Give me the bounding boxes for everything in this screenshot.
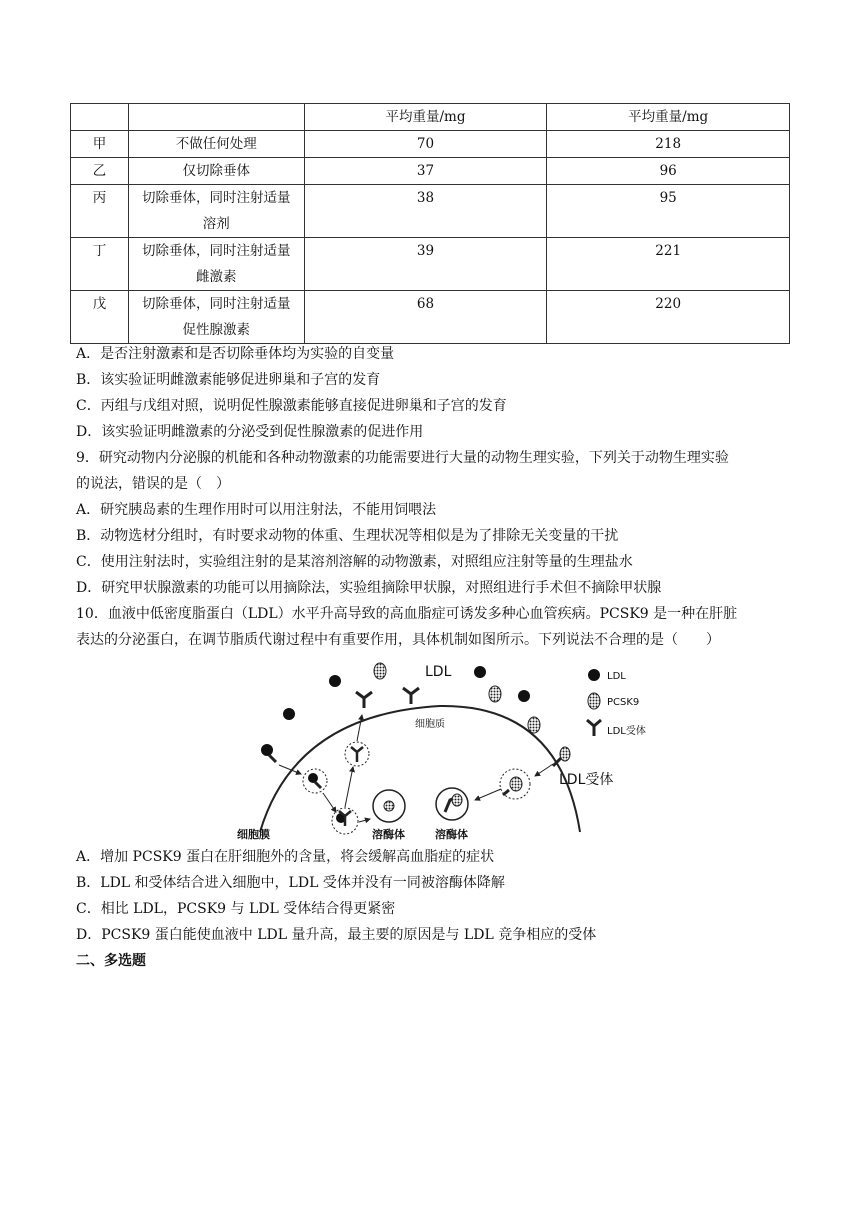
surface-ldl-receptor xyxy=(356,692,372,708)
q10-option-d: D．PCSK9 蛋白能使血液中 LDL 量升高，最主要的原因是与 LDL 竞争相应的受体 xyxy=(76,927,597,943)
treatment-cell xyxy=(128,238,304,291)
legend-receptor-icon xyxy=(587,720,601,736)
table-row xyxy=(71,158,790,185)
group-cell: 丙 xyxy=(71,185,129,238)
q10-option-a: A．增加 PCSK9 蛋白在肝细胞外的含量，将会缓解高血脂症的症状 xyxy=(76,849,495,865)
section-title: 二、多选题 xyxy=(76,953,146,969)
ldl-particle xyxy=(518,690,530,702)
lysosome-label-1: 溶酶体 xyxy=(372,828,405,841)
table-header-cell xyxy=(128,104,304,131)
pcsk9-particle xyxy=(528,717,540,733)
value-cell: 39 xyxy=(304,238,547,291)
treatment-cell: 仅切除垂体 xyxy=(128,158,304,185)
q9-option-c: C．使用注射法时，实验组注射的是某溶剂溶解的动物激素，对照组应注射等量的生理盐水 xyxy=(76,554,633,570)
group-cell: 丁 xyxy=(71,238,129,291)
treatment-line: 溶剂 xyxy=(202,216,230,232)
experiment-table xyxy=(70,103,790,344)
q10-option-c: C．相比 LDL，PCSK9 与 LDL 受体结合得更紧密 xyxy=(76,901,396,917)
treatment-cell xyxy=(128,291,304,344)
value-cell: 95 xyxy=(547,185,790,238)
treatment-line: 雌激素 xyxy=(196,269,237,285)
pcsk9-receptor-vesicle xyxy=(500,769,530,799)
q9-option-b: B．动物选材分组时，有时要求动物的体重、生理状况等相似是为了排除无关变量的干扰 xyxy=(76,528,619,544)
treatment-cell: 不做任何处理 xyxy=(128,131,304,158)
q9-stem-line1: 9．研究动物内分泌腺的机能和各种动物激素的功能需要进行大量的动物生理实验，下列关于动物生理实验 xyxy=(76,450,729,466)
ldl-top-label: LDL xyxy=(425,664,452,680)
legend xyxy=(587,669,646,737)
table-row xyxy=(71,238,790,291)
lysosome-2 xyxy=(436,788,468,820)
table-header-cell: 平均重量/mg xyxy=(304,104,547,131)
legend-pcsk9-icon xyxy=(588,693,600,709)
lysosome-label-2: 溶酶体 xyxy=(435,828,468,841)
ldl-particle xyxy=(329,675,341,687)
value-cell: 38 xyxy=(304,185,547,238)
table-header-row xyxy=(71,104,790,131)
ldl-receptor-label: LDL受体 xyxy=(559,772,614,788)
value-cell: 37 xyxy=(304,158,547,185)
value-cell: 68 xyxy=(304,291,547,344)
ldl-mechanism-diagram xyxy=(235,654,675,846)
legend-receptor-label: LDL受体 xyxy=(607,726,646,737)
treatment-line: 切除垂体，同时注射适量 xyxy=(142,296,291,312)
legend-pcsk9-label: PCSK9 xyxy=(607,697,640,708)
group-cell: 甲 xyxy=(71,131,129,158)
table-header-cell xyxy=(71,104,129,131)
table-header-cell: 平均重量/mg xyxy=(547,104,790,131)
q9-option-d: D．研究甲状腺激素的功能可以用摘除法，实验组摘除甲状腺，对照组进行手术但不摘除甲状腺 xyxy=(76,580,662,596)
table-row xyxy=(71,291,790,344)
value-cell: 218 xyxy=(547,131,790,158)
ldl-particle xyxy=(283,708,295,720)
legend-ldl-label: LDL xyxy=(607,671,626,682)
endosome-vesicle xyxy=(303,769,327,793)
recycling-vesicle xyxy=(345,742,369,766)
treatment-line: 促性腺激素 xyxy=(182,322,251,338)
cytoplasm-label: 细胞质 xyxy=(415,719,445,730)
pcsk9-particle xyxy=(374,663,386,679)
pcsk9-bound-receptor xyxy=(553,747,570,766)
legend-ldl-icon xyxy=(588,669,600,681)
table-row xyxy=(71,131,790,158)
value-cell: 221 xyxy=(547,238,790,291)
treatment-cell xyxy=(128,185,304,238)
ldl-particle xyxy=(474,666,486,678)
q10-stem-line1: 10．血液中低密度脂蛋白（LDL）水平升高导致的高血脂症可诱发多种心血管疾病。PCSK9 是一种在肝脏 xyxy=(76,606,738,622)
group-cell: 乙 xyxy=(71,158,129,185)
group-cell: 戊 xyxy=(71,291,129,344)
q8-option-d: D．该实验证明雌激素的分泌受到促性腺激素的促进作用 xyxy=(76,424,424,440)
q8-option-a: A．是否注射激素和是否切除垂体均为实验的自变量 xyxy=(76,346,395,362)
treatment-line: 切除垂体，同时注射适量 xyxy=(142,190,291,206)
q10-stem-line2: 表达的分泌蛋白，在调节脂质代谢过程中有重要作用，具体机制如图所示。下列说法不合理的是（ ） xyxy=(76,632,720,648)
lysosome-1 xyxy=(373,790,405,822)
entering-ldl-receptor xyxy=(261,744,276,762)
q8-option-b: B．该实验证明雌激素能够促进卵巢和子宫的发育 xyxy=(76,372,381,388)
q9-option-a: A．研究胰岛素的生理作用时可以用注射法，不能用饲喂法 xyxy=(76,502,437,518)
surface-ldl-receptor xyxy=(403,688,419,704)
pcsk9-particle xyxy=(489,686,501,702)
q10-option-b: B．LDL 和受体结合进入细胞中，LDL 受体并没有一同被溶酶体降解 xyxy=(76,875,505,891)
value-cell: 220 xyxy=(547,291,790,344)
value-cell: 70 xyxy=(304,131,547,158)
value-cell: 96 xyxy=(547,158,790,185)
table-row xyxy=(71,185,790,238)
treatment-line: 切除垂体，同时注射适量 xyxy=(142,243,291,259)
cell-membrane-label: 细胞膜 xyxy=(237,828,270,841)
q8-option-c: C．丙组与戊组对照，说明促性腺激素能够直接促进卵巢和子宫的发育 xyxy=(76,398,507,414)
q9-stem-line2: 的说法，错误的是（ ） xyxy=(76,476,230,492)
